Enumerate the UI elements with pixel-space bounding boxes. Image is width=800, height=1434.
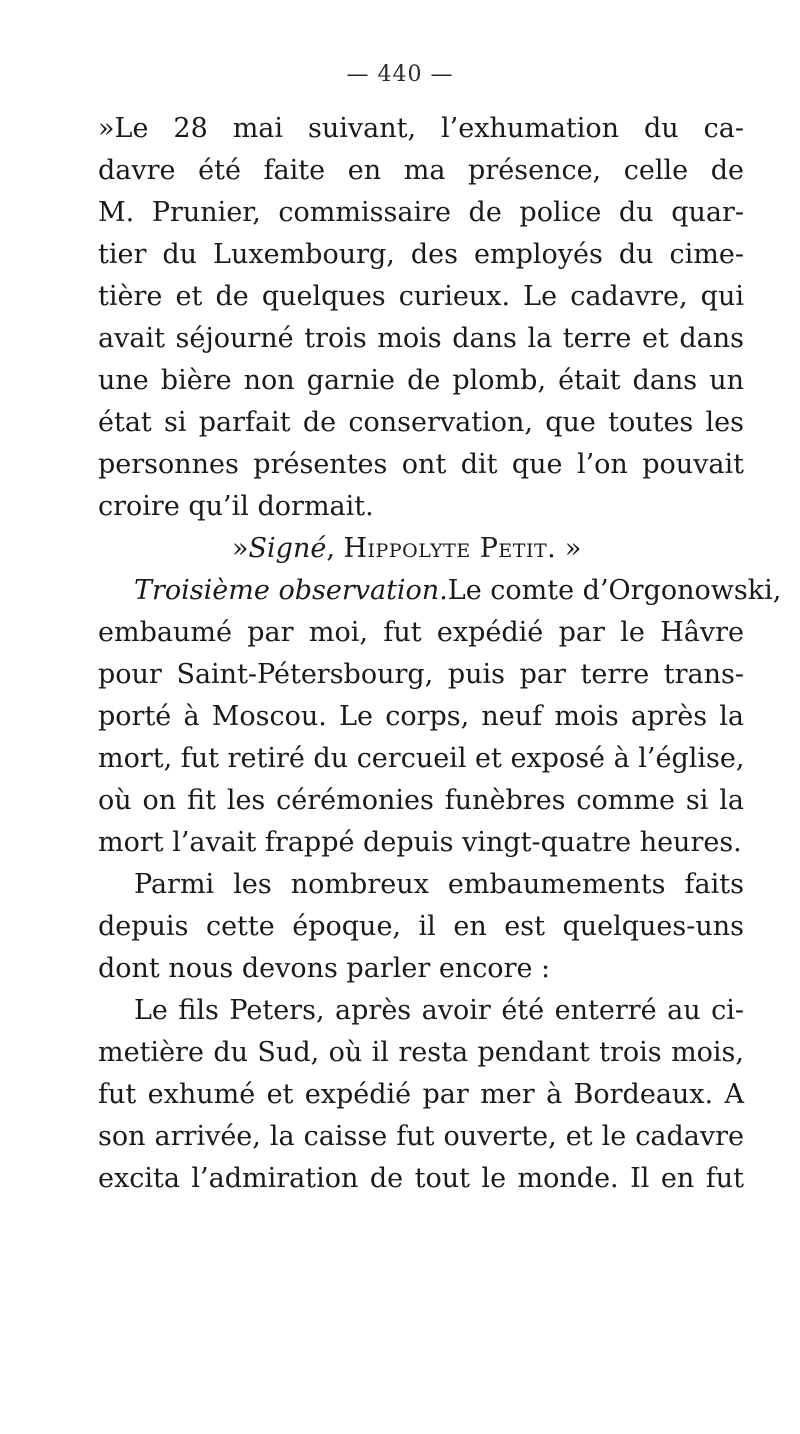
text-line: davre été faite en ma présence, celle de — [98, 155, 744, 186]
text-line: embaumé par moi, fut expédié par le Hâvre — [98, 617, 744, 648]
text-line: mort, fut retiré du cercueil et exposé à l’église, — [98, 743, 745, 774]
signature-signed: Signé — [248, 533, 327, 564]
text-line: »Le 28 mai suivant, l’exhumation du ca- — [98, 113, 744, 144]
signature-line — [232, 528, 581, 570]
text-line: M. Prunier, commissaire de police du quar- — [98, 197, 744, 228]
text-line: tière et de quelques curieux. Le cadavre, qui — [98, 281, 744, 312]
observation-title: Troisième observation. — [134, 575, 448, 606]
text-line: personnes présentes ont dit que l’on pouvait — [98, 449, 744, 480]
text-line: état si parfait de conservation, que toutes les — [98, 407, 744, 438]
text-line: Le fils Peters, après avoir été enterré au ci- — [134, 995, 744, 1026]
signature-suffix: » — [556, 533, 582, 564]
text-line: tier du Luxembourg, des employés du cime- — [98, 239, 744, 270]
page-number: — 440 — — [346, 62, 454, 87]
text-line: depuis cette époque, il en est quelques-uns — [98, 911, 744, 942]
text-line: fut exhumé et expédié par mer à Bordeaux. A — [98, 1079, 744, 1110]
observation-first-text: Le comte d’Orgonowski, — [447, 575, 782, 606]
text-line: excita l’admiration de tout le monde. Il en fut — [98, 1163, 744, 1194]
text-line: où on fit les cérémonies funèbres comme si la — [98, 785, 744, 816]
text-line: mort l’avait frappé depuis vingt-quatre heures. — [98, 827, 742, 858]
observation-heading-line — [134, 570, 782, 612]
text-line: une bière non garnie de plomb, était dans un — [98, 365, 744, 396]
text-line: porté à Moscou. Le corps, neuf mois après la — [98, 701, 744, 732]
text-line: metière du Sud, où il resta pendant trois mois, — [98, 1037, 744, 1068]
text-line: Parmi les nombreux embaumements faits — [134, 869, 744, 900]
text-line: croire qu’il dormait. — [98, 491, 374, 522]
signature-prefix: » — [232, 533, 249, 564]
text-line: avait séjourné trois mois dans la terre et dans — [98, 323, 744, 354]
signature-separator: , — [326, 533, 344, 564]
text-line: pour Saint-Pétersbourg, puis par terre trans- — [98, 659, 744, 690]
text-line: son arrivée, la caisse fut ouverte, et le cadavre — [98, 1121, 744, 1152]
signature-name: Hippolyte Petit. — [343, 533, 557, 564]
text-line: dont nous devons parler encore : — [98, 953, 551, 984]
